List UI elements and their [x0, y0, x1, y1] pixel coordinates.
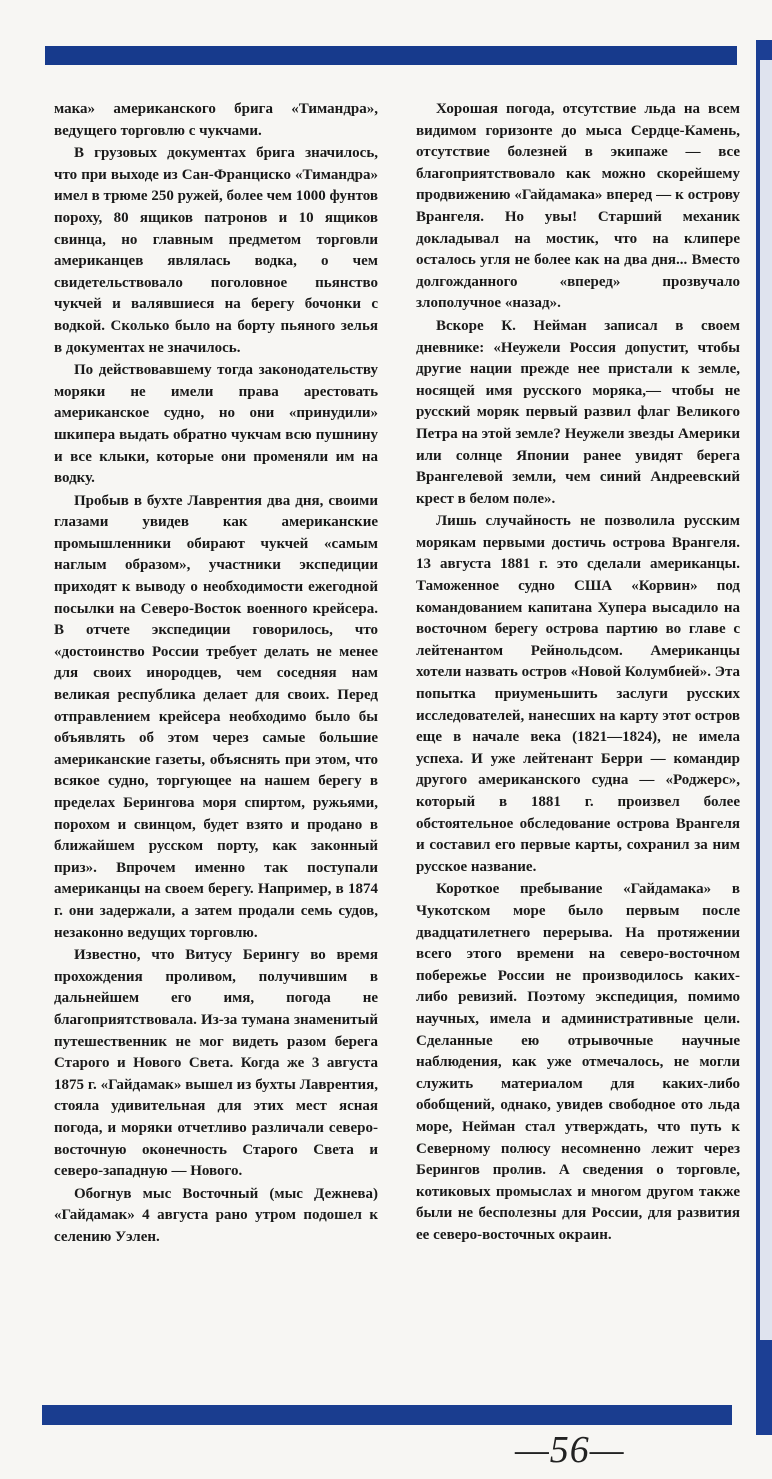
paragraph: Обогнув мыс Восточный (мыс Дежнева) «Гайдамак» 4 августа рано утром подошел к селению Уэлен. — [54, 1185, 378, 1245]
paragraph: Лишь случайность не позволила русским морякам первыми достичь острова Врангеля. 13 августа 1881 г. это сделали американцы. Таможенное судно США «Корвин» под командованием капитана Хупера высадило на восточном берегу острова партию во главе с лейтенантом Рейнольдсом. Американцы хотели назвать остров «Новой Колумбией». Эта попытка приуменьшить заслуги русских исследователей, нанесших на карту этот остров еще в начале века (1821—1824), не имела успеха. И уже лейтенант Берри — командир другого американского судна — «Роджерс», который в 1881 г. произвел более обстоятельное обследование острова Врангеля и составил его первые карты, сохранил за ним русское название. — [416, 513, 740, 875]
footer-decorative-band — [42, 1405, 732, 1425]
paragraph: Короткое пребывание «Гайдамака» в Чукотском море было первым после двадцатилетнего перерыва. На протяжении всего этого времени на северо-восточном побережье России не производилось каких-либо ревизий. Поэтому экспедиция, помимо научных, имела и административные цели. Сделанные ею отрывочные научные наблюдения, как уже отмечалось, не могли служить материалом для каких-либо обобщений, однако, увидев свободное ото льда море, Нейман стал утверждать, что путь к Северному полюсу несомненно лежит через Берингов пролив. А сведения о торговле, котиковых промыслах и многом другом также были не бесполезны для России, для развития ее северо-восточных окраин. — [416, 881, 740, 1243]
page-number: —56— — [515, 1429, 625, 1471]
paragraph: Вскоре К. Нейман записал в своем дневнике: «Неужели Россия допустит, чтобы другие нации прежде нее пристали к земле, носящей имя русского моряка,— чтобы не русский моряк первый развил флаг Великого Петра на этой земле? Неужели звезды Америки или солнце Японии ранее увидят берега Врангелевой земли, чем синий Андреевский крест в белом поле». — [416, 317, 740, 507]
paragraph: По действовавшему тогда законодательству моряки не имели права арестовать американское судно, но они «принудили» шкипера выдать обратно чукчам всю пушнину и все клыки, которые они променяли им на водку. — [54, 362, 378, 487]
right-text-column — [416, 99, 740, 1247]
paragraph: Известно, что Витусу Берингу во время прохождения проливом, получившим в дальнейшем его имя, погода не благоприятствовала. Из-за тумана знаменитый путешественник не мог видеть разом берега Старого и Нового Света. Когда же 3 августа 1875 г. «Гайдамак» вышел из бухты Лаврентия, стояла удивительная для этих мест ясная погода, и моряки отчетливо различали северо-восточную оконечность Старого Света и северо-западную — Нового. — [54, 947, 378, 1180]
left-text-column — [54, 99, 378, 1249]
paragraph: Пробыв в бухте Лаврентия два дня, своими глазами увидев как американские промышленники обирают чукчей «самым наглым образом», участники экспедиции приходят к выводу о необходимости ежегодной посылки на Северо-Восток военного крейсера. В отчете экспедиции говорилось, что «достоинство России требует делать не менее для своих инородцев, чем соседняя нам великая республика делает для своих. Перед отправлением крейсера необходимо было бы объявлять об этом через самые большие американские газеты, объяснять при этом, что всякое судно, торгующее на нашем берегу в пределах Берингова моря спиртом, ружьями, порохом и свинцом, будет взято и продано в ближайшем русском порту, как законный приз». Впрочем именно так поступали американцы на своем берегу. Например, в 1874 г. они задержали, а затем продали семь судов, незаконно ведущих торговлю. — [54, 492, 378, 941]
paragraph: Хорошая погода, отсутствие льда на всем видимом горизонте до мыса Сердце-Камень, отсутствие болезней в экипаже — все благоприятствовало как можно скорейшему продвижению «Гайдамака» вперед — к острову Врангеля. Но увы! Старший механик докладывал на мостик, что на клипере осталось угля не более как на два дня... Вместо долгожданного «вперед» прозвучало злополучное «назад». — [416, 101, 740, 312]
header-decorative-band — [45, 46, 737, 65]
paragraph: В грузовых документах брига значилось, что при выходе из Сан-Франциско «Тимандра» имел в трюме 250 ружей, более чем 1000 фунтов пороху, 80 ящиков патронов и 10 ящиков свинца, но главным предметом торговли американцев являлась водка, о чем свидетельствовало поголовное пьянство чукчей и валявшиеся на берегу бочонки с водкой. Сколько было на борту пьяного зелья в документах не значилось. — [54, 145, 378, 356]
page-edge-inner — [760, 60, 772, 1340]
paragraph: мака» американского брига «Тимандра», ведущего торговлю с чукчами. — [54, 101, 378, 139]
